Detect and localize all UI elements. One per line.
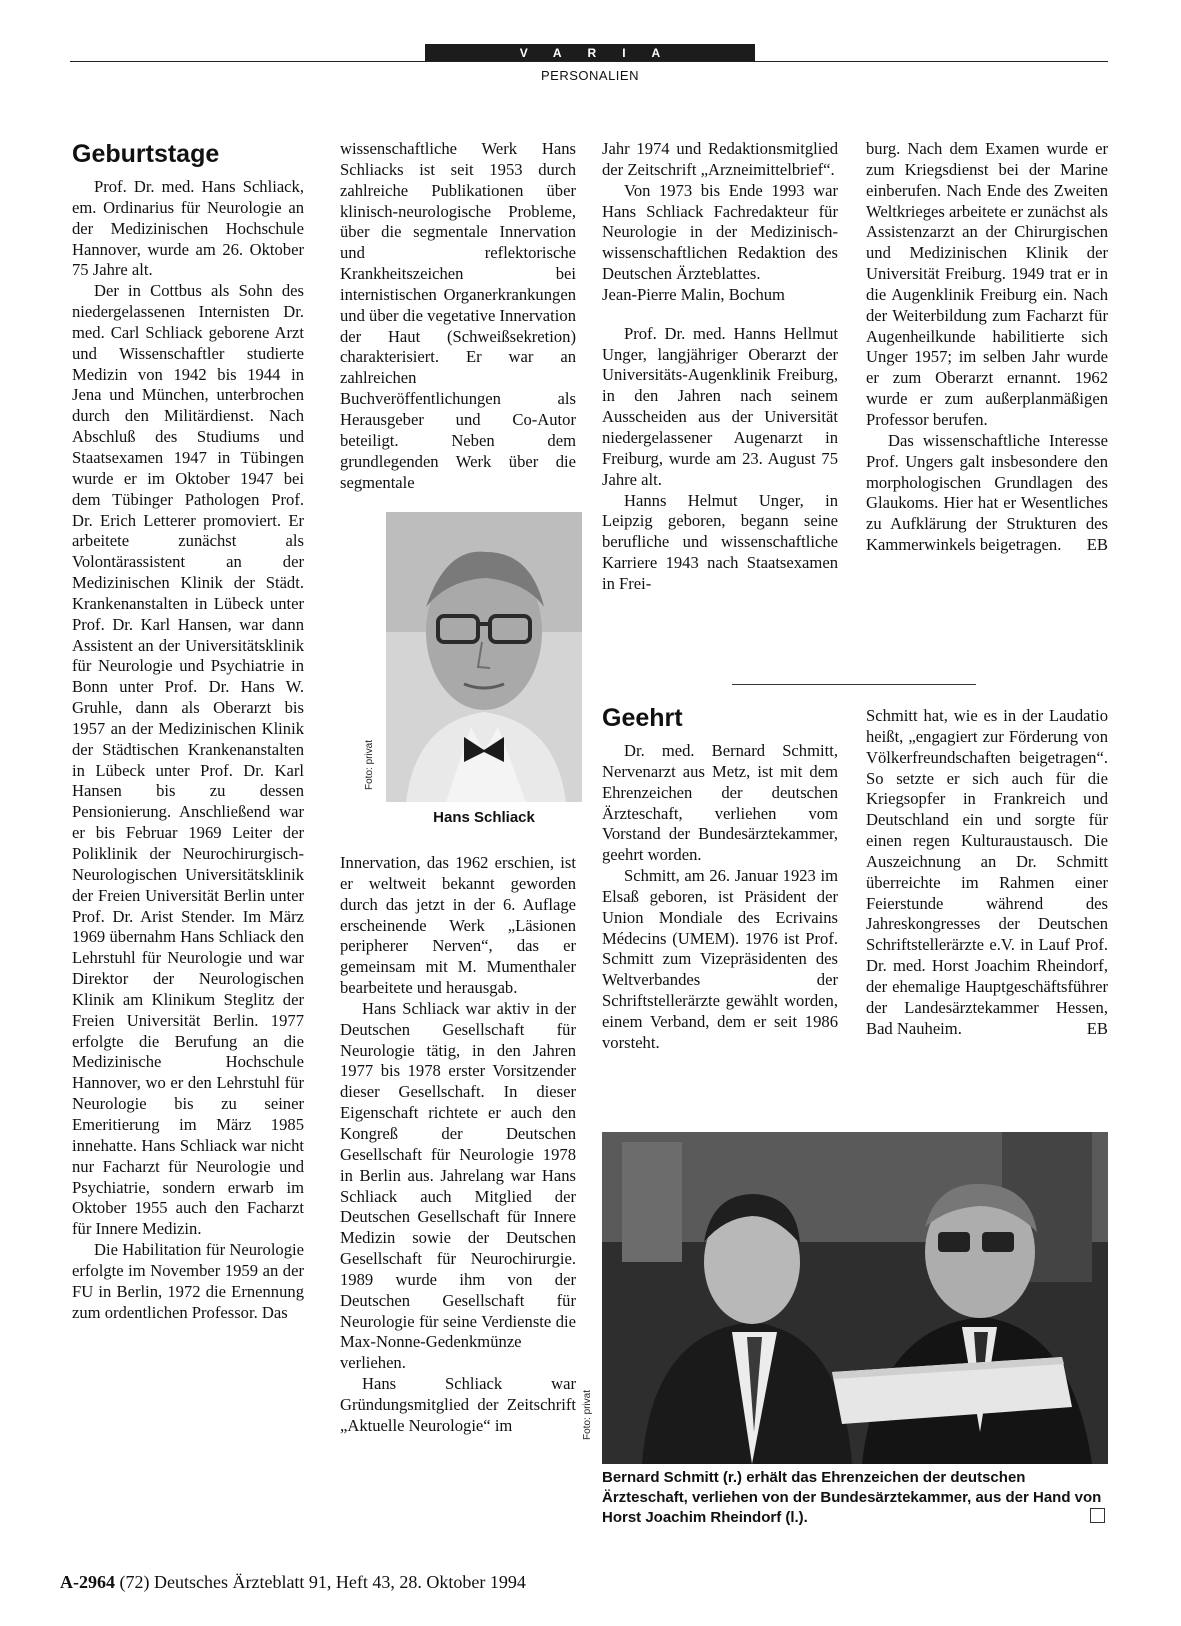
section-separator (732, 684, 976, 685)
rubric-label: VARIA (519, 46, 687, 60)
photo-caption-1: Hans Schliack (433, 809, 535, 826)
column-4-top (866, 139, 1108, 556)
schliack-intro: Prof. Dr. med. Hans Schliack, em. Ordinarius für Neurologie an der Medizinischen Hochschule Hannover, wurde am 26. Oktober 75 Jahre alt. (72, 177, 304, 280)
schliack-society: Hans Schliack war aktiv in der Deutschen Gesellschaft für Neurologie tätig, in den Jahren 1977 bis 1978 erster Vorsitzender dieser Gesellschaft. In dieser Eigenschaft richtete er auch den Kongreß der Deutschen Gesellschaft für Neurologie 1978 in Berlin aus. Jahrelang war Hans Schliack auch Mitglied der Deutschen Gesellschaft für Innere Medizin sowie der Deutschen Gesellschaft für Neurochirurgie. 1989 wurde ihm von der Deutschen Gesellschaft für Neurologie für seine Verdienste die Max-Nonne-Gedenkmünze verliehen. (340, 998, 576, 1373)
portrait-image (386, 512, 582, 802)
signature-eb-1: EB (1086, 534, 1108, 554)
column-2-bottom (340, 853, 576, 1437)
schliack-journal: Hans Schliack war Gründungsmitglied der Zeitschrift „Aktuelle Neurologie“ im (340, 1374, 576, 1435)
schliack-arzneimittelbrief: Jahr 1974 und Redaktionsmitglied der Zeitschrift „Arzneimittelbrief“. (602, 139, 838, 179)
schmitt-intro: Dr. med. Bernard Schmitt, Nervenarzt aus Metz, ist mit dem Ehrenzeichen der deutschen Ärzteschaft, verliehen vom Vorstand der Bundesärztekammer, geehrt worden. (602, 741, 838, 865)
schliack-career: Der in Cottbus als Sohn des niedergelassenen Internisten Dr. med. Carl Schliack geborene Arzt und Wissenschaftler studierte Medizin von 1942 bis 1944 in Jena und München, unterbrochen durch den Militärdienst. Nach Abschluß des Studiums und Staatsexamen 1947 in Tübingen wurde er im Oktober 1947 bei dem Tübinger Pathologen Prof. Dr. Erich Letterer promoviert. Er arbeitete zunächst als Volontärassistent an der Medizinischen Klinik der Städt. Krankenanstalten in Lübeck unter Prof. Dr. Karl Hansen, war dann Assistent an der Universitätsklinik für Neurologie und Psychiatrie in Bonn unter Prof. Dr. Hans W. Gruhle, dann als Oberarzt bis 1957 an der Medizinischen Klinik der Städtischen Krankenanstalten in Lübeck unter Prof. Dr. Karl Hansen bis zu dessen Pensionierung. Anschließend war er bis Februar 1969 Leiter der Poliklinik der Neurochirurgisch-Neurologischen Universitätsklinik der Freien Universität Berlin unter Prof. Dr. Arist Stender. Im März 1969 übernahm Hans Schliack den Lehrstuhl für Neurologie und war Direktor der Neurologischen Klinik am Klinikum Steglitz der Freien Universität Berlin. 1977 erfolgte die Berufung an die Medizinische Hochschule Hannover, wo er den Lehrstuhl für Neurologie bis zu seiner Emeritierung im März 1985 innehatte. Hans Schliack war nicht nur Facharzt für Neurologie und Psychiatrie, sondern erwarb im Oktober 1955 auch den Facharzt für Innere Medizin. (72, 281, 304, 1239)
signature-eb-2: EB (1086, 1018, 1108, 1038)
schmitt-laudatio: Schmitt hat, wie es in der Laudatio heißt, „engagiert zur Förderung von Völkerfreundschaften beigetragen“. So setzte er sich auch für die Kriegsopfer in Frankreich und Deutschland ein und sorgte für einen regen Kulturaustausch. Die Auszeichnung an Dr. Schmitt überreichte im Rahmen einer Feierstunde während des Jahreskongresses der Deutschen Schriftstellerärzte e.V. in Lauf Prof. Dr. med. Horst Joachim Rheindorf, der ehemalige Hauptgeschäftsführer der Landesärztekammer Hessen, Bad Nauheim. (866, 706, 1108, 1038)
column-4-bottom (866, 706, 1108, 1039)
photo-credit-1: Foto: privat (364, 739, 375, 790)
ceremony-image (602, 1132, 1108, 1464)
column-2-top (340, 139, 576, 493)
column-1 (72, 139, 304, 1323)
portrait-photo-schliack (386, 512, 582, 802)
page-number: A-2964 (60, 1572, 115, 1592)
section-label: PERSONALIEN (541, 68, 639, 83)
heading-geehrt: Geehrt (602, 704, 683, 732)
unger-career-cont: burg. Nach dem Examen wurde er zum Kriegsdienst bei der Marine einberufen. Nach Ende des Zweiten Weltkrieges arbeitete er zunächst als Assistenzarzt an der Chirurgischen und Medizinischen Klinik der Universität Freiburg. 1949 trat er in die Augenklinik Freiburg ein. Nach der Weiterbildung zum Facharzt für Augenheilkunde habilitierte sich Unger 1957; im selben Jahr wurde er zum Oberarzt ernannt. 1962 wurde er zum außerplanmäßigen Professor berufen. (866, 139, 1108, 429)
author-signature: Jean-Pierre Malin, Bochum (602, 284, 785, 304)
page-footer (60, 1572, 526, 1593)
schliack-work: wissenschaftliche Werk Hans Schliacks ist seit 1953 durch zahlreiche Publikationen über klinisch-neurologische Probleme, über die segmentale Innervation und reflektorische Krankheitszeichen bei internistischen Organerkrankungen und über die vegetative Innervation der Haut (Schweißsekretion) charakterisiert. Er war an zahlreichen Buchveröffentlichungen als Herausgeber und Co-Autor beteiligt. Neben dem grundlegenden Werk über die segmentale (340, 139, 576, 492)
header-rule (70, 61, 1108, 62)
column-3-top (602, 139, 838, 595)
footer-citation: (72) Deutsches Ärzteblatt 91, Heft 43, 28. Oktober 1994 (119, 1572, 526, 1592)
ceremony-photo (602, 1132, 1108, 1464)
schliack-redaktion: Von 1973 bis Ende 1993 war Hans Schliack Fachredakteur für Neurologie in der Medizinisch-wissenschaftlichen Redaktion des Deutschen Ärzteblattes. (602, 180, 838, 284)
column-3-bottom (602, 703, 838, 1054)
photo-caption-2: Bernard Schmitt (r.) erhält das Ehrenzeichen der deutschen Ärzteschaft, verliehen von der Bundesärztekammer, aus der Hand von Horst Joachim Rheindorf (l.). (602, 1469, 1102, 1526)
unger-research: Das wissenschaftliche Interesse Prof. Ungers galt insbesondere den morphologischen Grundlagen des Glaukoms. Hier hat er Wesentliches zu Aufklärung der Strukturen des Kammerwinkels beigetragen. (866, 430, 1108, 555)
schliack-lesionen: Innervation, das 1962 erschien, ist er weltweit bekannt geworden durch das jetzt in der 6. Auflage erscheinende Werk „Läsionen peripherer Nerven“, das er gemeinsam mit M. Mumenthaler bearbeitete und herausgab. (340, 853, 576, 998)
schliack-habilitation: Die Habilitation für Neurologie erfolgte im November 1959 an der FU in Berlin, 1972 die Ernennung zum ordentlichen Professor. Das (72, 1240, 304, 1322)
unger-career: Hanns Helmut Unger, in Leipzig geboren, begann seine berufliche und wissenschaftliche Karriere 1943 nach Staatsexamen in Frei- (602, 490, 838, 593)
schmitt-bio: Schmitt, am 26. Januar 1923 im Elsaß geboren, ist Präsident der Union Mondiale des Ecrivains Médecins (UMEM). 1976 ist Prof. Schmitt zum Vizepräsidenten des Weltverbandes der Schriftstellerärzte gewählt worden, einem Verband, dem er seit 1986 vorsteht. (602, 866, 838, 1052)
heading-geburtstage: Geburtstage (72, 140, 220, 168)
unger-intro: Prof. Dr. med. Hanns Hellmut Unger, langjähriger Oberarzt der Universitäts-Augenklinik Freiburg, in den Jahren nach seinem Ausscheiden aus der Universität niedergelassener Augenarzt in Freiburg, wurde am 23. August 75 Jahre alt. (602, 323, 838, 489)
end-of-article-mark (1090, 1508, 1105, 1523)
photo-credit-2: Foto: privat (582, 1389, 593, 1440)
